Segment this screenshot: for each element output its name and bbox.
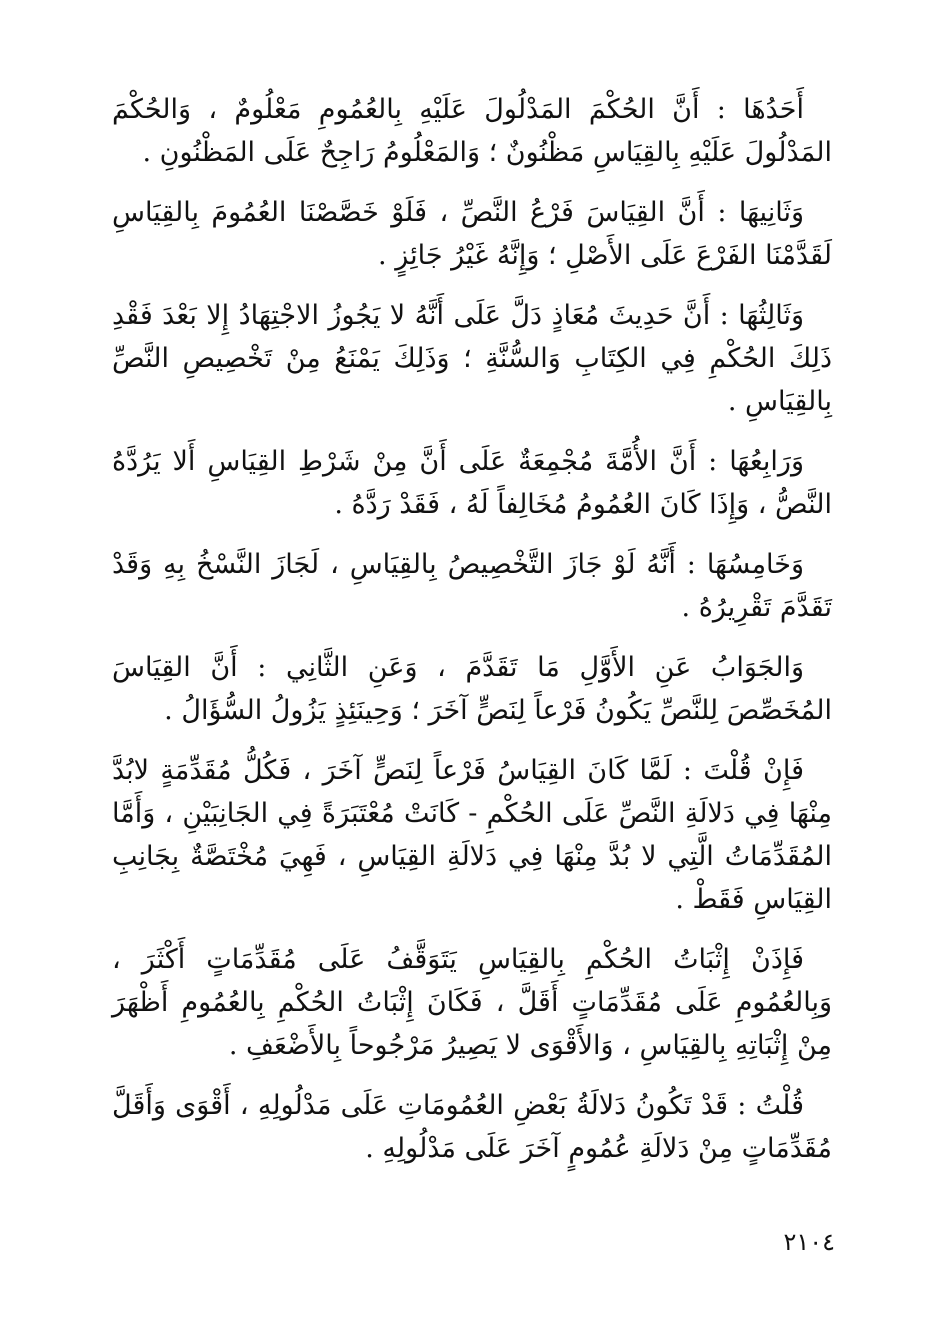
paragraph-8: فَإِذَنْ إِثْبَاتُ الحُكْمِ بِالقِيَاسِ يَتَوَقَّفُ عَلَى مُقَدِّمَاتٍ أَكْثَرَ ، وَبِالعُمُومِ عَلَى مُقَدِّمَاتٍ أَقَلَّ ، فَكَانَ إِثْبَاتُ الحُكْمِ بِالعُمُومِ أَظْهَرَ مِنْ إِثْبَاتِهِ بِالقِيَاسِ ، وَالأَقْوَى لا يَصِيرُ مَرْجُوحاً بِالأَضْعَفِ . [112,944,832,1061]
paragraph-3: وَثَالِثُهَا : أَنَّ حَدِيثَ مُعَاذٍ دَلَّ عَلَى أَنَّهُ لا يَجُوزُ الاجْتِهَادُ إِلا بَعْدَ فَقْدِ ذَلِكَ الحُكْمِ فِي الكِتَابِ وَالسُّنَّةِ ؛ وَذَلِكَ يَمْنَعُ مِنْ تَخْصِيصِ النَّصِّ بِالقِيَاسِ . [112,300,832,417]
paragraph-9: قُلْتُ : قَدْ تَكُونُ دَلالَةُ بَعْضِ العُمُومَاتِ عَلَى مَدْلُولِهِ ، أَقْوَى وَأَقَلَّ مُقَدِّمَاتٍ مِنْ دَلالَةِ عُمُومٍ آخَرَ عَلَى مَدْلُولِهِ . [112,1090,832,1164]
paragraph-2: وَثَانِيهَا : أَنَّ القِيَاسَ فَرْعُ النَّصِّ ، فَلَوْ خَصَّصْنَا العُمُومَ بِالقِيَاسِ لَقَدَّمْنَا الفَرْعَ عَلَى الأَصْلِ ؛ وَإِنَّهُ غَيْرُ جَائِزٍ . [112,197,832,271]
body-text [112,88,832,1187]
paragraph-6: وَالجَوَابُ عَنِ الأَوَّلِ مَا تَقَدَّمَ ، وَعَنِ الثَّانِي : أَنَّ القِيَاسَ المُخَصِّصَ لِلنَّصِّ يَكُونُ فَرْعاً لِنَصٍّ آخَرَ ؛ وَحِينَئِذٍ يَزُولُ السُّؤَالُ . [112,652,832,726]
page-number: ٢١٠٤ [783,1228,835,1256]
paragraph-7: فَإِنْ قُلْتَ : لَمَّا كَانَ القِيَاسُ فَرْعاً لِنَصٍّ آخَرَ ، فَكُلُّ مُقَدِّمَةٍ لابُدَّ مِنْهَا فِي دَلالَةِ النَّصِّ عَلَى الحُكْمِ - كَانَتْ مُعْتَبَرَةً فِي الجَانِبَيْنِ ، وَأَمَّا المُقَدِّمَاتُ الَّتِي لا بُدَّ مِنْهَا فِي دَلالَةِ القِيَاسِ ، فَهِيَ مُخْتَصَّةٌ بِجَانِبِ القِيَاسِ فَقَطْ . [112,755,832,915]
paragraph-4: وَرَابِعُهَا : أَنَّ الأُمَّةَ مُجْمِعَةٌ عَلَى أَنَّ مِنْ شَرْطِ القِيَاسِ أَلا يَرُدَّهُ النَّصُّ ، وَإِذَا كَانَ العُمُومُ مُخَالِفاً لَهُ ، فَقَدْ رَدَّهُ . [112,446,832,520]
paragraph-5: وَخَامِسُهَا : أَنَّهُ لَوْ جَازَ التَّخْصِيصُ بِالقِيَاسِ ، لَجَازَ النَّسْخُ بِهِ وَقَدْ تَقَدَّمَ تَقْرِيرُهُ . [112,549,832,623]
paragraph-1: أَحَدُهَا : أَنَّ الحُكْمَ المَدْلُولَ عَلَيْهِ بِالعُمُومِ مَعْلُومٌ ، وَالحُكْمَ المَدْلُولَ عَلَيْهِ بِالقِيَاسِ مَظْنُونٌ ؛ وَالمَعْلُومُ رَاجِحٌ عَلَى المَظْنُونِ . [112,94,832,168]
